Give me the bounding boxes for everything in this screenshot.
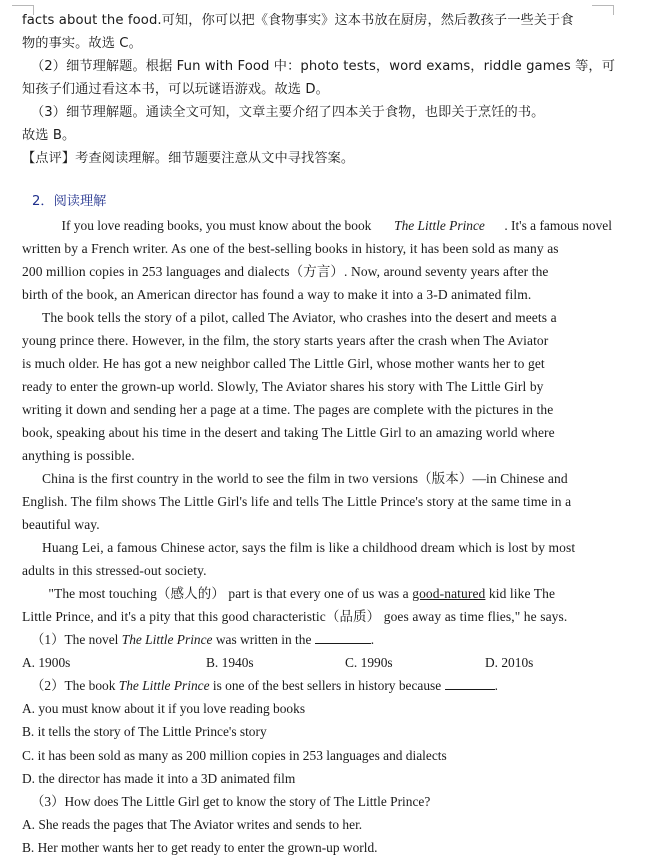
- passage-line: beautiful way.: [22, 517, 100, 533]
- clipped-next-line: [22, 859, 612, 865]
- passage-line: written by a French writer. As one of the best-selling books in history, it has been sold as many as: [22, 241, 559, 257]
- section-number: 2．: [32, 194, 54, 209]
- passage-line: writing it down and sending her a page at a time. The pages are complete with the pictures in the: [22, 402, 554, 418]
- explanation-line-6: 故选 B。: [22, 128, 76, 143]
- question-stem[interactable]: [22, 674, 612, 697]
- option-a[interactable]: A. 1900s: [22, 655, 71, 671]
- passage-line: The book tells the story of a pilot, called The Aviator, who crashes into the desert and meets a: [42, 310, 557, 326]
- passage-line: 200 million copies in 253 languages and dialects（方言）. Now, around seventy years after the: [22, 264, 549, 280]
- option-c[interactable]: C. it has been sold as many as 200 million copies in 253 languages and dialects: [22, 747, 447, 763]
- questions-block: [22, 628, 612, 865]
- question-text: is one of the best sellers in history because: [209, 678, 445, 694]
- question-text: .: [494, 678, 498, 694]
- section-heading: [22, 190, 612, 213]
- passage-line: [22, 214, 612, 237]
- question-options-row: [22, 651, 612, 674]
- passage-line: birth of the book, an American director has found a way to make it into a 3-D animated film.: [22, 287, 532, 303]
- question-text: was written in the: [212, 632, 315, 648]
- section-title: 阅读理解: [53, 194, 107, 209]
- explanation-line-4: 知孩子们通过看这本书，可以玩谜语游戏。故选 D。: [22, 82, 329, 97]
- question-text: How does The Little Girl get to know the story of The Little Prince?: [64, 793, 431, 809]
- passage-line: China is the first country in the world to see the film in two versions（版本）—in Chinese and: [42, 471, 568, 487]
- question-text: The book: [64, 678, 119, 694]
- reading-passage: [22, 214, 612, 628]
- passage-line: [22, 582, 612, 605]
- option-b[interactable]: B. 1940s: [206, 655, 254, 671]
- passage-line: book, speaking about his time in the desert and taking The Little Girl to an amazing world where: [22, 425, 555, 441]
- question-text: The novel: [64, 632, 122, 648]
- option-a[interactable]: A. you must know about it if you love reading books: [22, 701, 306, 717]
- passage-text: . It's a famous novel: [504, 218, 612, 233]
- explanation-line-2: 物的事实。故选 C。: [22, 36, 142, 51]
- explanation-comment-line: 【点评】考查阅读理解。细节题要注意从文中寻找答案。: [22, 151, 355, 166]
- passage-line: ready to enter the grown-up world. Slowly, The Aviator shares his story with The Little Girl by: [22, 379, 544, 395]
- question-stem[interactable]: [22, 628, 612, 651]
- passage-line: adults in this stressed-out society.: [22, 563, 207, 579]
- explanation-line-1: facts about the food.可知，你可以把《食物事实》这本书放在厨房，然后教孩子一些关于食: [22, 13, 574, 28]
- answer-blank[interactable]: [315, 643, 371, 644]
- explanation-block: [22, 9, 616, 170]
- passage-line: is much older. He has got a new neighbor called The Little Girl, whose mother wants her to get: [22, 356, 545, 372]
- option-c[interactable]: C. 1990s: [345, 655, 393, 671]
- question-label: （2）: [31, 678, 65, 694]
- passage-line: young prince there. However, in the film, the story starts years after the crash when The Aviator: [22, 333, 549, 349]
- book-title-italic: The Little Prince: [121, 632, 213, 648]
- explanation-line-5: （3）细节理解题。通读全文可知，文章主要介绍了四本关于食物，也即关于烹饪的书。: [31, 105, 545, 120]
- underlined-vocabulary-word: good-natured: [412, 586, 486, 602]
- passage-line: Little Prince, and it's a pity that this good characteristic（品质） goes away as time flies," he says.: [22, 609, 568, 625]
- question-label: （3）: [31, 793, 65, 809]
- question-text: .: [370, 632, 375, 648]
- question-stem[interactable]: [22, 790, 612, 813]
- passage-indent: [22, 214, 42, 237]
- passage-line: English. The film shows The Little Girl's life and tells The Little Prince's story at the same time in a: [22, 494, 572, 510]
- passage-indent: [31, 586, 48, 601]
- explanation-line-3: （2）细节理解题。根据 Fun with Food 中：photo tests，word exams，riddle games 等，可: [31, 59, 616, 74]
- passage-text: If you love reading books, you must know about the book: [61, 218, 375, 233]
- option-d[interactable]: D. 2010s: [485, 655, 534, 671]
- answer-blank[interactable]: [445, 689, 495, 690]
- book-title-italic: The Little Prince: [394, 218, 485, 233]
- passage-line: anything is possible.: [22, 448, 135, 464]
- passage-line: Huang Lei, a famous Chinese actor, says the film is like a childhood dream which is lost by most: [42, 540, 576, 556]
- question-label: （1）: [31, 632, 65, 648]
- option-d[interactable]: D. the director has made it into a 3D animated film: [22, 770, 296, 786]
- passage-text: "The most touching（感人的） part is that every one of us was a: [48, 586, 413, 602]
- option-a[interactable]: A. She reads the pages that The Aviator writes and sends to her.: [22, 816, 363, 832]
- option-b[interactable]: B. it tells the story of The Little Prince's story: [22, 724, 267, 740]
- option-b[interactable]: B. Her mother wants her to get ready to enter the grown-up world.: [22, 839, 378, 855]
- passage-text: kid like The: [485, 586, 556, 602]
- book-title-italic: The Little Prince: [118, 678, 210, 694]
